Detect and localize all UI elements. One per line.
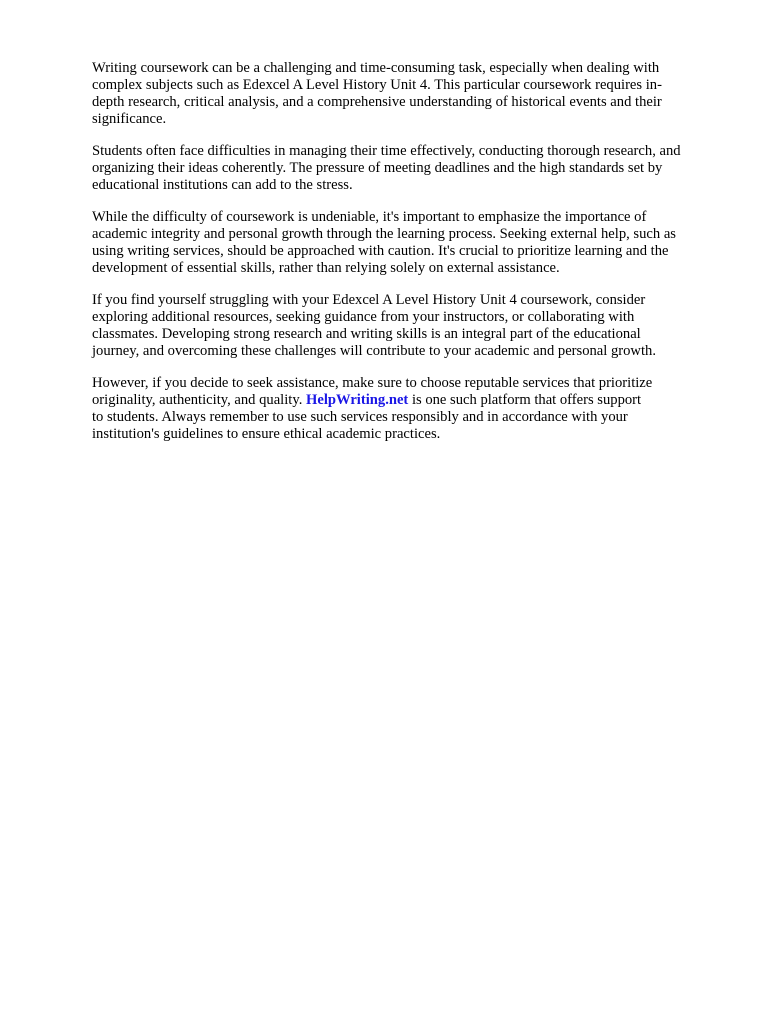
document-body xyxy=(92,60,732,458)
paragraph-assistance-text-after: is one such platform that offers support to students. Always remember to use such services responsibly and in accordance with your institution's guidelines to ensure ethical academic practices. xyxy=(92,392,642,442)
paragraph-assistance xyxy=(92,375,732,443)
paragraph-difficulties: Students often face difficulties in managing their time effectively, conducting thorough research, and organizing their ideas coherently. The pressure of meeting deadlines and the high standards set by educational institutions can add to the stress. xyxy=(92,143,681,193)
helpwriting-link[interactable]: HelpWriting.net xyxy=(306,392,409,408)
paragraph-intro: Writing coursework can be a challenging and time-consuming task, especially when dealing with complex subjects such as Edexcel A Level History Unit 4. This particular coursework requires in- depth research, critical analysis, and a comprehensive understanding of historical events and their significance. xyxy=(92,60,662,127)
paragraph-resources: If you find yourself struggling with your Edexcel A Level History Unit 4 coursework, consider exploring additional resources, seeking guidance from your instructors, or collaborating with classmates. Developing strong research and writing skills is an integral part of the educational journey, and overcoming these challenges will contribute to your academic and personal growth. xyxy=(92,292,656,359)
paragraph-integrity: While the difficulty of coursework is undeniable, it's important to emphasize the importance of academic integrity and personal growth through the learning process. Seeking external help, such as using writing services, should be approached with caution. It's crucial to prioritize learning and the development of essential skills, rather than relying solely on external assistance. xyxy=(92,209,676,276)
paragraph-assistance-text-before: However, if you decide to seek assistance, make sure to choose reputable services that prioritize originality, authenticity, and quality. xyxy=(92,375,653,408)
